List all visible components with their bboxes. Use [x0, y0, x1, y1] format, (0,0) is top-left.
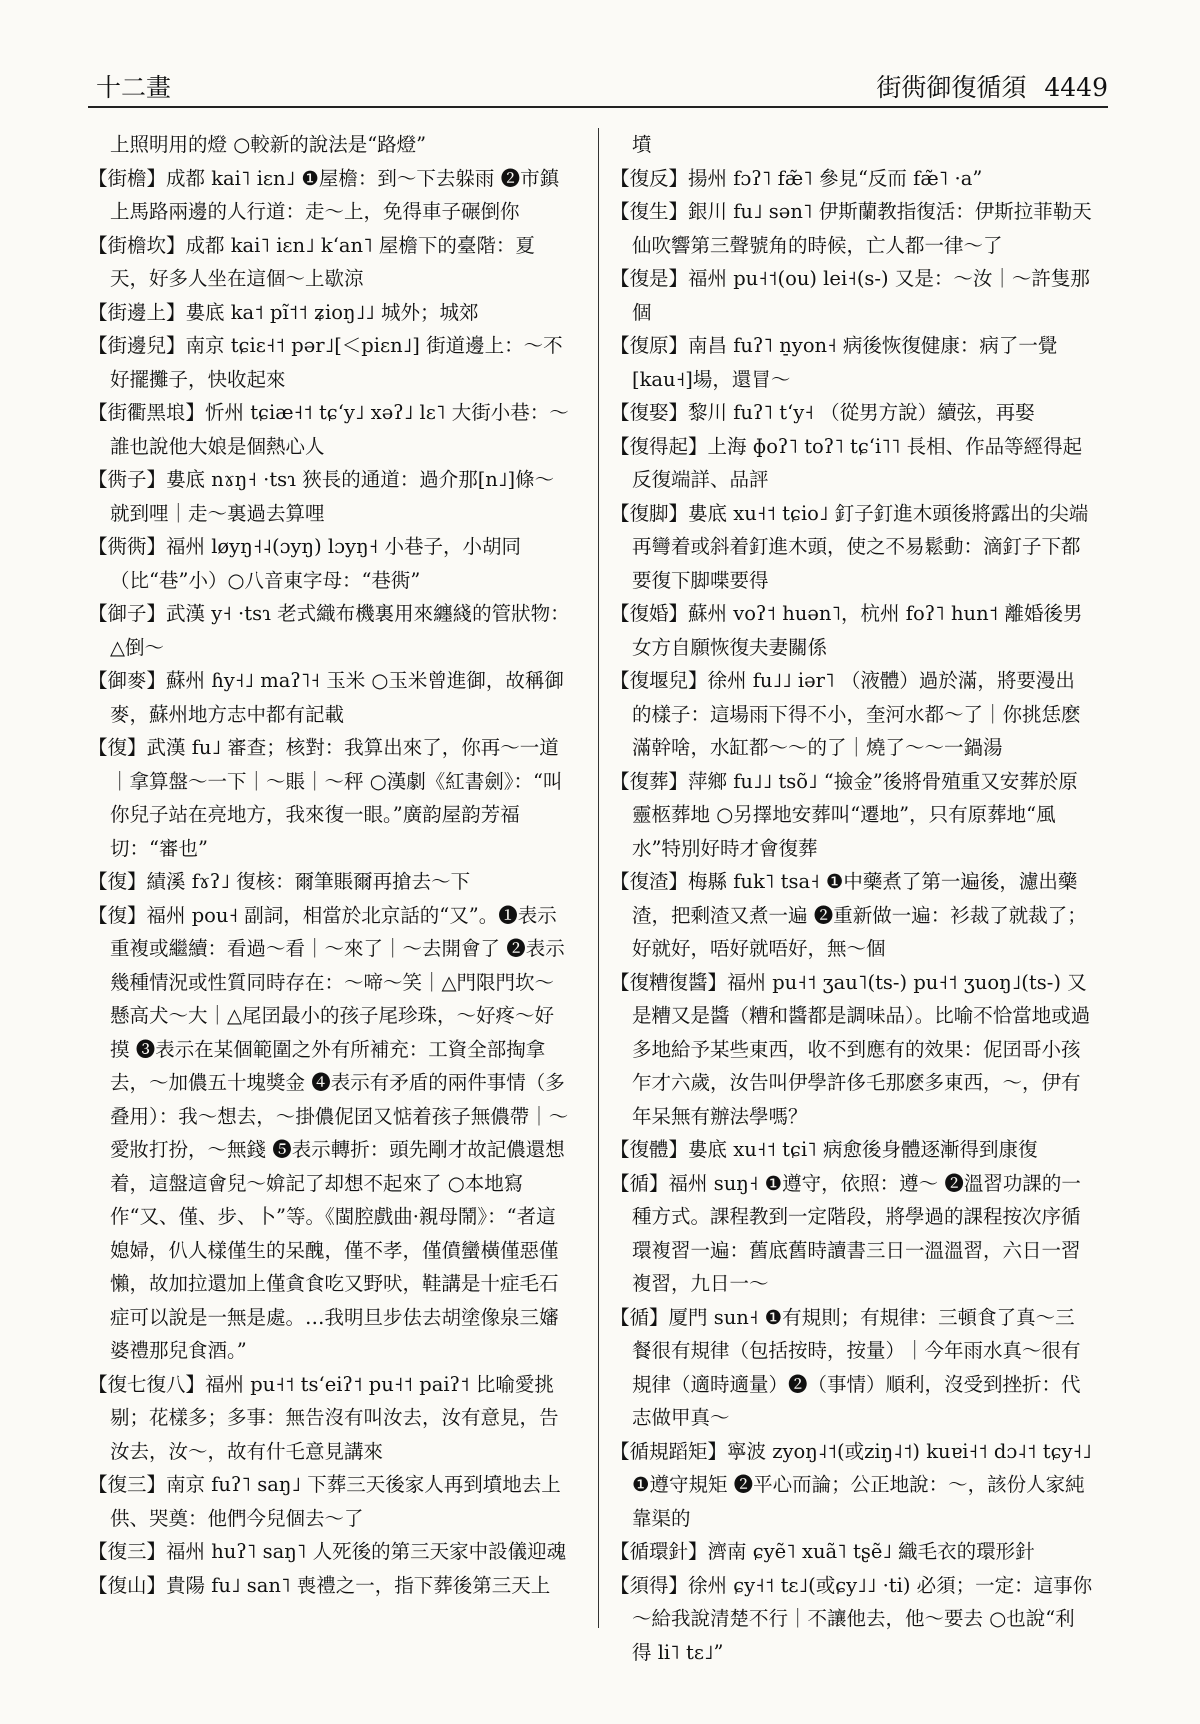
dict-entry: 【復葬】萍鄉 fu˩˩ tsõ˩ “撿金”後將骨殖重又安葬於原靈柩葬地 ○另擇地安葬叫“遷地”，只有原葬地“風水”特別好時才會復葬: [610, 769, 1078, 860]
dict-entry: 【復是】福州 pu˧˦(ou) lei˧(s-) 又是：～汝｜～許隻那個: [610, 267, 1090, 324]
dict-entry: 【復娶】黎川 fuʔ˥ tʻy˧ （從男方說）續弦，再娶: [610, 401, 1035, 424]
dict-entry: 【循】福州 suŋ˧ ❶遵守，依照：遵～ ❷溫習功課的一種方式。課程教到一定階段，將學過的課程按次序循環複習一遍：舊底舊時讀書三日一溫溫習，六日一習複習，九日一～: [610, 1171, 1081, 1295]
dict-entry: 【復山】貴陽 fu˩ san˥ 喪禮之一，指下葬後第三天上: [88, 1573, 551, 1597]
page-header: [88, 62, 1108, 108]
left-column: [88, 128, 572, 1602]
dict-entry: 【復三】福州 huʔ˥ saŋ˥ 人死後的第三天家中設儀迎魂: [88, 1540, 567, 1563]
dict-entry: 墳: [632, 133, 652, 156]
dict-entry: 【復得起】上海 ɸoʔ˥ toʔ˥ tɕʻi˥˥ 長相、作品等經得起反復端詳、品評: [610, 434, 1083, 491]
dict-entry: 【御子】武漢 y˧ ·tsɿ 老式織布機裏用來纏綫的管狀物：△倒～: [88, 602, 570, 659]
dict-entry: 【復體】婁底 xu˧˦ tɕi˥ 病愈後身體逐漸得到康復: [610, 1138, 1038, 1161]
column-divider: [598, 128, 599, 1628]
dict-entry: 【須得】徐州 ɕy˧˦ tɛ˩(或ɕy˩˩ ·ti) 必須；一定：這事你～給我說清楚不行｜不讓他去，他～要去 ○也說“利得 li˥ tɛ˩”: [610, 1573, 1093, 1664]
dict-entry: 【復生】銀川 fu˩ sən˥ 伊斯蘭教指復活：伊斯拉菲勒天仙吹響第三聲號角的時候，亡人都一律～了: [610, 200, 1092, 257]
header-right: [876, 68, 1108, 104]
dict-entry: 【復堰兒】徐州 fu˩˩ iər˥ （液體）過於滿，將要漫出的樣子：這場雨下得不小，奎河水都～了｜你挑恁麽滿幹啥，水缸都～～的了｜燒了～～一鍋湯: [610, 669, 1081, 759]
dict-entry: 【街衢黑埌】忻州 tɕiæ˧˦ tɕʻy˩ xəʔ˩ lɛ˥ 大街小巷：～誰也說他大娘是個熱心人: [88, 401, 569, 458]
dict-entry: 【復渣】梅縣 fuk˥ tsa˧ ❶中藥煮了第一遍後，濾出藥渣，把剩渣又煮一遍 ❷重新做一遍：衫裁了就裁了；好就好，唔好就唔好，無～個: [610, 870, 1087, 960]
dict-entry: 【衖子】婁底 nɤŋ˧ ·tsɿ 狹長的通道：過介那[n˩]條～就到哩｜走～裏過去算哩: [88, 468, 555, 525]
dict-entry: 【御麥】蘇州 ɦy˧˩ maʔ˥˧ 玉米 ○玉米曾進御，故稱御麥，蘇州地方志中都有記載: [88, 669, 564, 726]
dict-entry: 上照明用的燈 ○較新的說法是“路燈”: [110, 133, 427, 156]
dict-entry: 【復】武漢 fu˩ 審查；核對：我算出來了，你再～一道｜拿算盤～一下｜～賬｜～秤 ○漢劇《紅書劍》：“叫你兒子站在亮地方，我來復一眼。”廣韵屋韵芳福切：“審也”: [88, 736, 563, 860]
dict-entry: 【復三】南京 fuʔ˥ saŋ˩ 下葬三天後家人再到墳地去上供、哭奠：他們今兒個去～了: [88, 1473, 561, 1530]
dict-entry: 【街邊上】婁底 ka˦ pĩ˦˦ ʑioŋ˩˩ 城外；城郊: [88, 300, 479, 324]
dict-entry: 【復原】南昌 fuʔ˥ n̠yon˧ 病後恢復健康：病了一覺[kau˧]場，還冒～: [610, 334, 1058, 391]
dict-entry: 【復反】揚州 fɔʔ˥ fæ̃˥ 參見“反而 fæ̃˥ ·a”: [610, 166, 983, 190]
dict-entry: 【復糟復醬】福州 pu˧˦ ʒau˥(ts-) pu˧˦ ʒuoŋ˩(ts-) 又是糟又是醬（糟和醬都是調味品）。比喻不恰當地或過多地給予某些東西，收不到應有的效果：伲囝哥小孩乍才六歲，汝告叫伊學許侈乇那麽多東西，～，伊有年呆無有辦法學嗎？: [610, 970, 1091, 1128]
dict-entry: 【復七復八】福州 pu˧˦ tsʻeiʔ˦ pu˧˦ paiʔ˦ 比喻愛挑剔；花樣多；多事：無告沒有叫汝去，汝有意見，告汝去，汝～，故有什乇意見講來: [88, 1372, 559, 1463]
header-chars: 街衖御復循須: [876, 73, 1027, 102]
dict-entry: 【街邊兒】南京 tɕiɛ˧˦ pər˩[＜piɛn˩] 街道邊上：～不好擺攤子，快收起來: [88, 334, 563, 391]
right-column: [610, 128, 1094, 1669]
dict-entry: 【復婚】蘇州 voʔ˦ huən˥，杭州 foʔ˥ hun˦ 離婚後男女方自願恢復夫妻關係: [610, 602, 1083, 659]
dict-entry: 【循規蹈矩】寧波 zyoŋ˨˦(或ziŋ˨˦) kuɐi˧˦ dɔ˨˦ tɕy˧˩ ❶遵守規矩 ❷平心而論；公正地說：～，該份人家純靠渠的: [610, 1439, 1092, 1530]
section-title: 十二畫: [96, 73, 172, 102]
dict-entry: 【街檐】成都 kai˥ iɛn˩ ❶屋檐：到～下去躲雨 ❷市鎮上馬路兩邊的人行道：走～上，免得車子碾倒你: [88, 166, 560, 223]
dict-entry: 【街檐坎】成都 kai˥ iɛn˩ kʻan˥ 屋檐下的臺階：夏天，好多人坐在這個～上歇涼: [88, 233, 535, 290]
dict-entry: 【循】厦門 sun˧ ❶有規則；有規律：三頓食了真～三餐很有規律（包括按時，按量）｜今年雨水真～很有規律（適時適量）❷（事情）順利，沒受到挫折：代志做甲真～: [610, 1305, 1081, 1429]
dict-entry: 【復】績溪 fɤʔ˩ 復核：爾筆賬爾再搶去～下: [88, 870, 471, 893]
page-number: 4449: [1044, 73, 1108, 102]
dict-entry: 【循環針】濟南 ɕyẽ˥ xuã˥ tʂẽ˩ 織毛衣的環形針: [610, 1540, 1035, 1563]
dict-entry: 【衖衖】福州 løyŋ˧˨(ɔyŋ) lɔyŋ˧ 小巷子，小胡同（比“巷”小）○八音東字母：“巷衖”: [88, 535, 521, 592]
dict-entry: 【復】福州 pou˧ 副詞，相當於北京話的“又”。❶表示重複或繼續：看過～看｜～來了｜～去開會了 ❷表示幾種情況或性質同時存在：～啼～笑｜△門限門坎～懸高犬～大｜△尾囝最小的孩子尾珍珠，～好疼～好摸 ❸表示在某個範圍之外有所補充：工資全部掏拿去，～加儂五十塊獎金 ❹表示有矛盾的兩件事情（多叠用）：我～想去，～掛儂伲囝又惦着孩子無儂帶｜～愛妝打扮，～無錢 ❺表示轉折：頭先剛才故記儂還想着，這盤這會兒～媕記了却想不起來了 ○本地寫作“又、僅、步、卜”等。《閩腔戲曲·親母鬧》：“者這媳婦，仈人樣僅生的呆醜，僅不孝，僅僨蠻橫僅惡僅懶，故加拉還加上僅貪食吃又野吠，鞋講是十症毛石症可以說是一無是處。…我明旦步佉去胡塗像泉三嬸婆禮那兒食酒。”: [88, 903, 569, 1362]
dict-entry: 【復脚】婁底 xu˧˦ tɕio˩ 釘子釘進木頭後將露出的尖端再彎着或斜着釘進木頭，使之不易鬆動：滴釘子下都要復下脚喋要得: [610, 501, 1089, 592]
